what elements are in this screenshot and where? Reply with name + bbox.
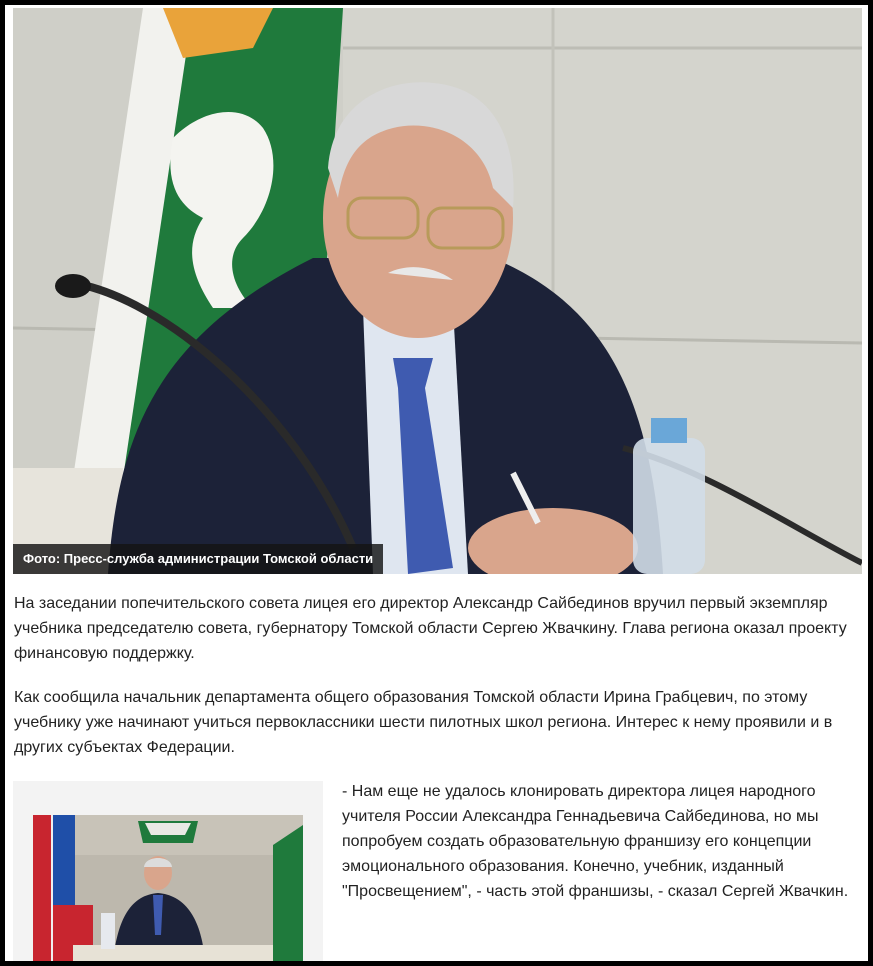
- article-paragraph-2: Как сообщила начальник департамента общего образования Томской области Ирина Грабцевич, по этому учебнику уже начинают учиться первоклассники шести пилотных школ региона. Интерес к нему проявили и в других субъектах Федерации.: [14, 689, 833, 756]
- photo-caption: Фото: Пресс-служба администрации Томской области: [13, 544, 383, 574]
- hero-photo[interactable]: [13, 8, 862, 574]
- governor-desk-photo-image: [33, 815, 303, 961]
- governor-photo-image: [13, 8, 862, 574]
- article-paragraph-1: На заседании попечительского совета лицея его директор Александр Сайбединов вручил первый экземпляр учебника председателю совета, губернатору Томской области Сергею Жвачкину. Глава региона оказал проекту финансовую поддержку.: [14, 595, 847, 662]
- article-frame: [5, 5, 868, 961]
- governor-quote: - Нам еще не удалось клонировать директора лицея народного учителя России Александра Геннадьевича Сайбединова, но мы попробуем создать образовательную франшизу его концепции эмоционального образования. Конечно, учебник, изданный "Просвещением", - часть этой франшизы, - сказал Сергей Жвачкин.: [342, 783, 849, 900]
- inline-photo[interactable]: [33, 815, 303, 961]
- inline-photo-box: [13, 781, 323, 961]
